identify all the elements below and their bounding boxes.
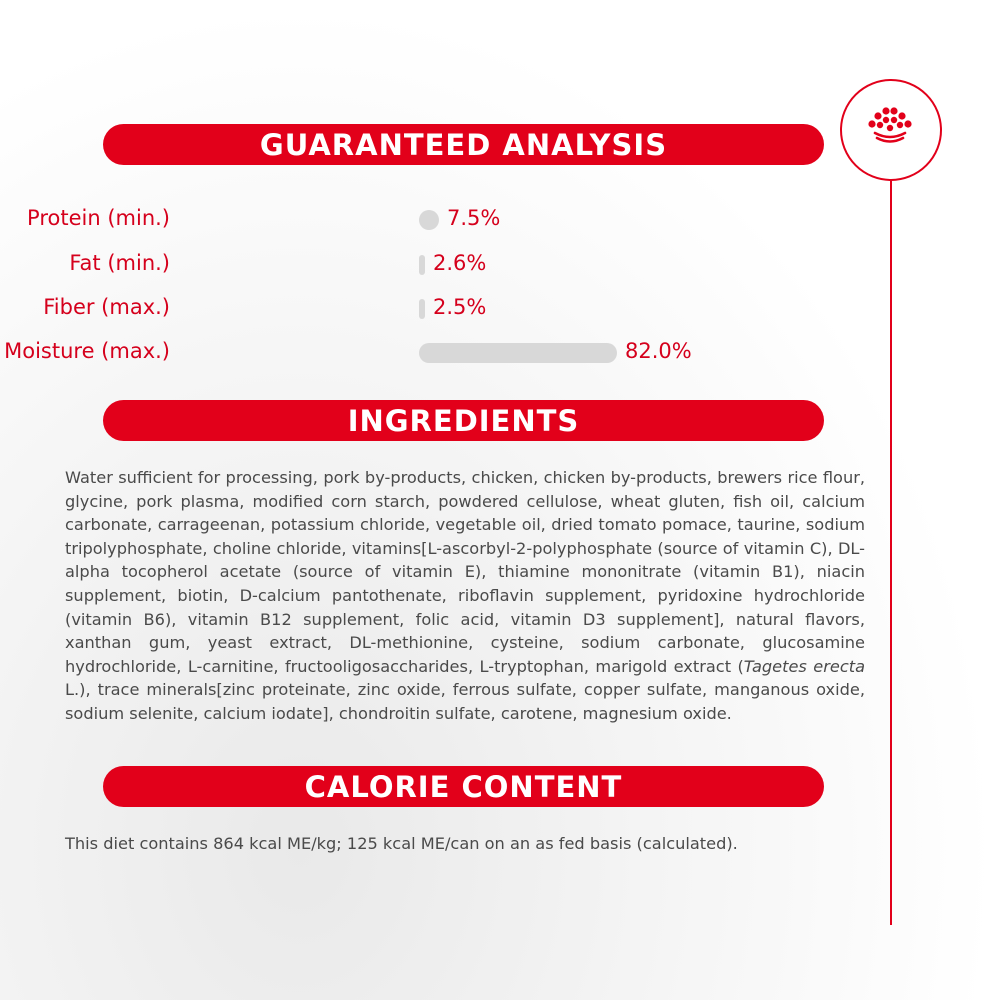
ingredients-text-part: Water sufficient for processing, pork by-products, chicken, chicken by-products, brewers rice flour, glycine, pork plasma, modified corn starch, powdered cellulose, wheat gluten, fish oil, calcium carbonate, carrageenan, potassium chloride, vegetable oil, dried tomato pomace, taurine, sodium tripolyphosphate, choline chloride, vitamins[L-ascorbyl-2-polyphosphate (source of vitamin C), DL-alpha tocopherol acetate (source of vitamin E), thiamine mononitrate (vitamin B1), niacin supplement, biotin, D-calcium pantothenate, riboflavin supplement, pyridoxine hydrochloride (vitamin B6), vitamin B12 supplement, folic acid, vitamin D3 supplement], natural flavors, xanthan gum, yeast extract, DL-methionine, cysteine, sodium carbonate, glucosamine hydrochloride, L-carnitine, fructooligosaccharides, L-tryptophan, marigold extract (: [65, 468, 865, 676]
analysis-label: Protein (min.): [27, 206, 170, 230]
analysis-bar: [419, 299, 425, 319]
ingredients-text-part: L.), trace minerals[zinc proteinate, zinc oxide, ferrous sulfate, copper sulfate, manganous oxide, sodium selenite, calcium iodate], chondroitin sulfate, carotene, magnesium oxide.: [65, 680, 865, 723]
guaranteed-analysis-heading: GUARANTEED ANALYSIS: [103, 124, 824, 165]
ingredients-italic-name: Tagetes erecta: [743, 656, 866, 676]
brand-logo: [840, 79, 942, 181]
ingredients-text: [65, 466, 865, 726]
analysis-value: 2.5%: [433, 295, 487, 319]
analysis-row-fiber: [0, 292, 760, 322]
analysis-value: 7.5%: [447, 206, 501, 230]
analysis-label: Fiber (max.): [43, 295, 170, 319]
analysis-bar: [419, 255, 425, 275]
analysis-value: 82.0%: [625, 339, 692, 363]
analysis-row-moisture: [0, 336, 760, 366]
calorie-content-heading: CALORIE CONTENT: [103, 766, 824, 807]
analysis-label: Moisture (max.): [4, 339, 170, 363]
analysis-row-fat: [0, 248, 760, 278]
analysis-label: Fat (min.): [69, 251, 170, 275]
analysis-bar: [419, 210, 439, 230]
analysis-bar: [419, 343, 617, 363]
calorie-content-text: This diet contains 864 kcal ME/kg; 125 kcal ME/can on an as fed basis (calculated).: [65, 834, 738, 853]
analysis-row-protein: [0, 203, 760, 233]
crown-icon: [842, 81, 940, 179]
decorative-divider-line: [890, 181, 892, 925]
analysis-value: 2.6%: [433, 251, 487, 275]
ingredients-heading: INGREDIENTS: [103, 400, 824, 441]
